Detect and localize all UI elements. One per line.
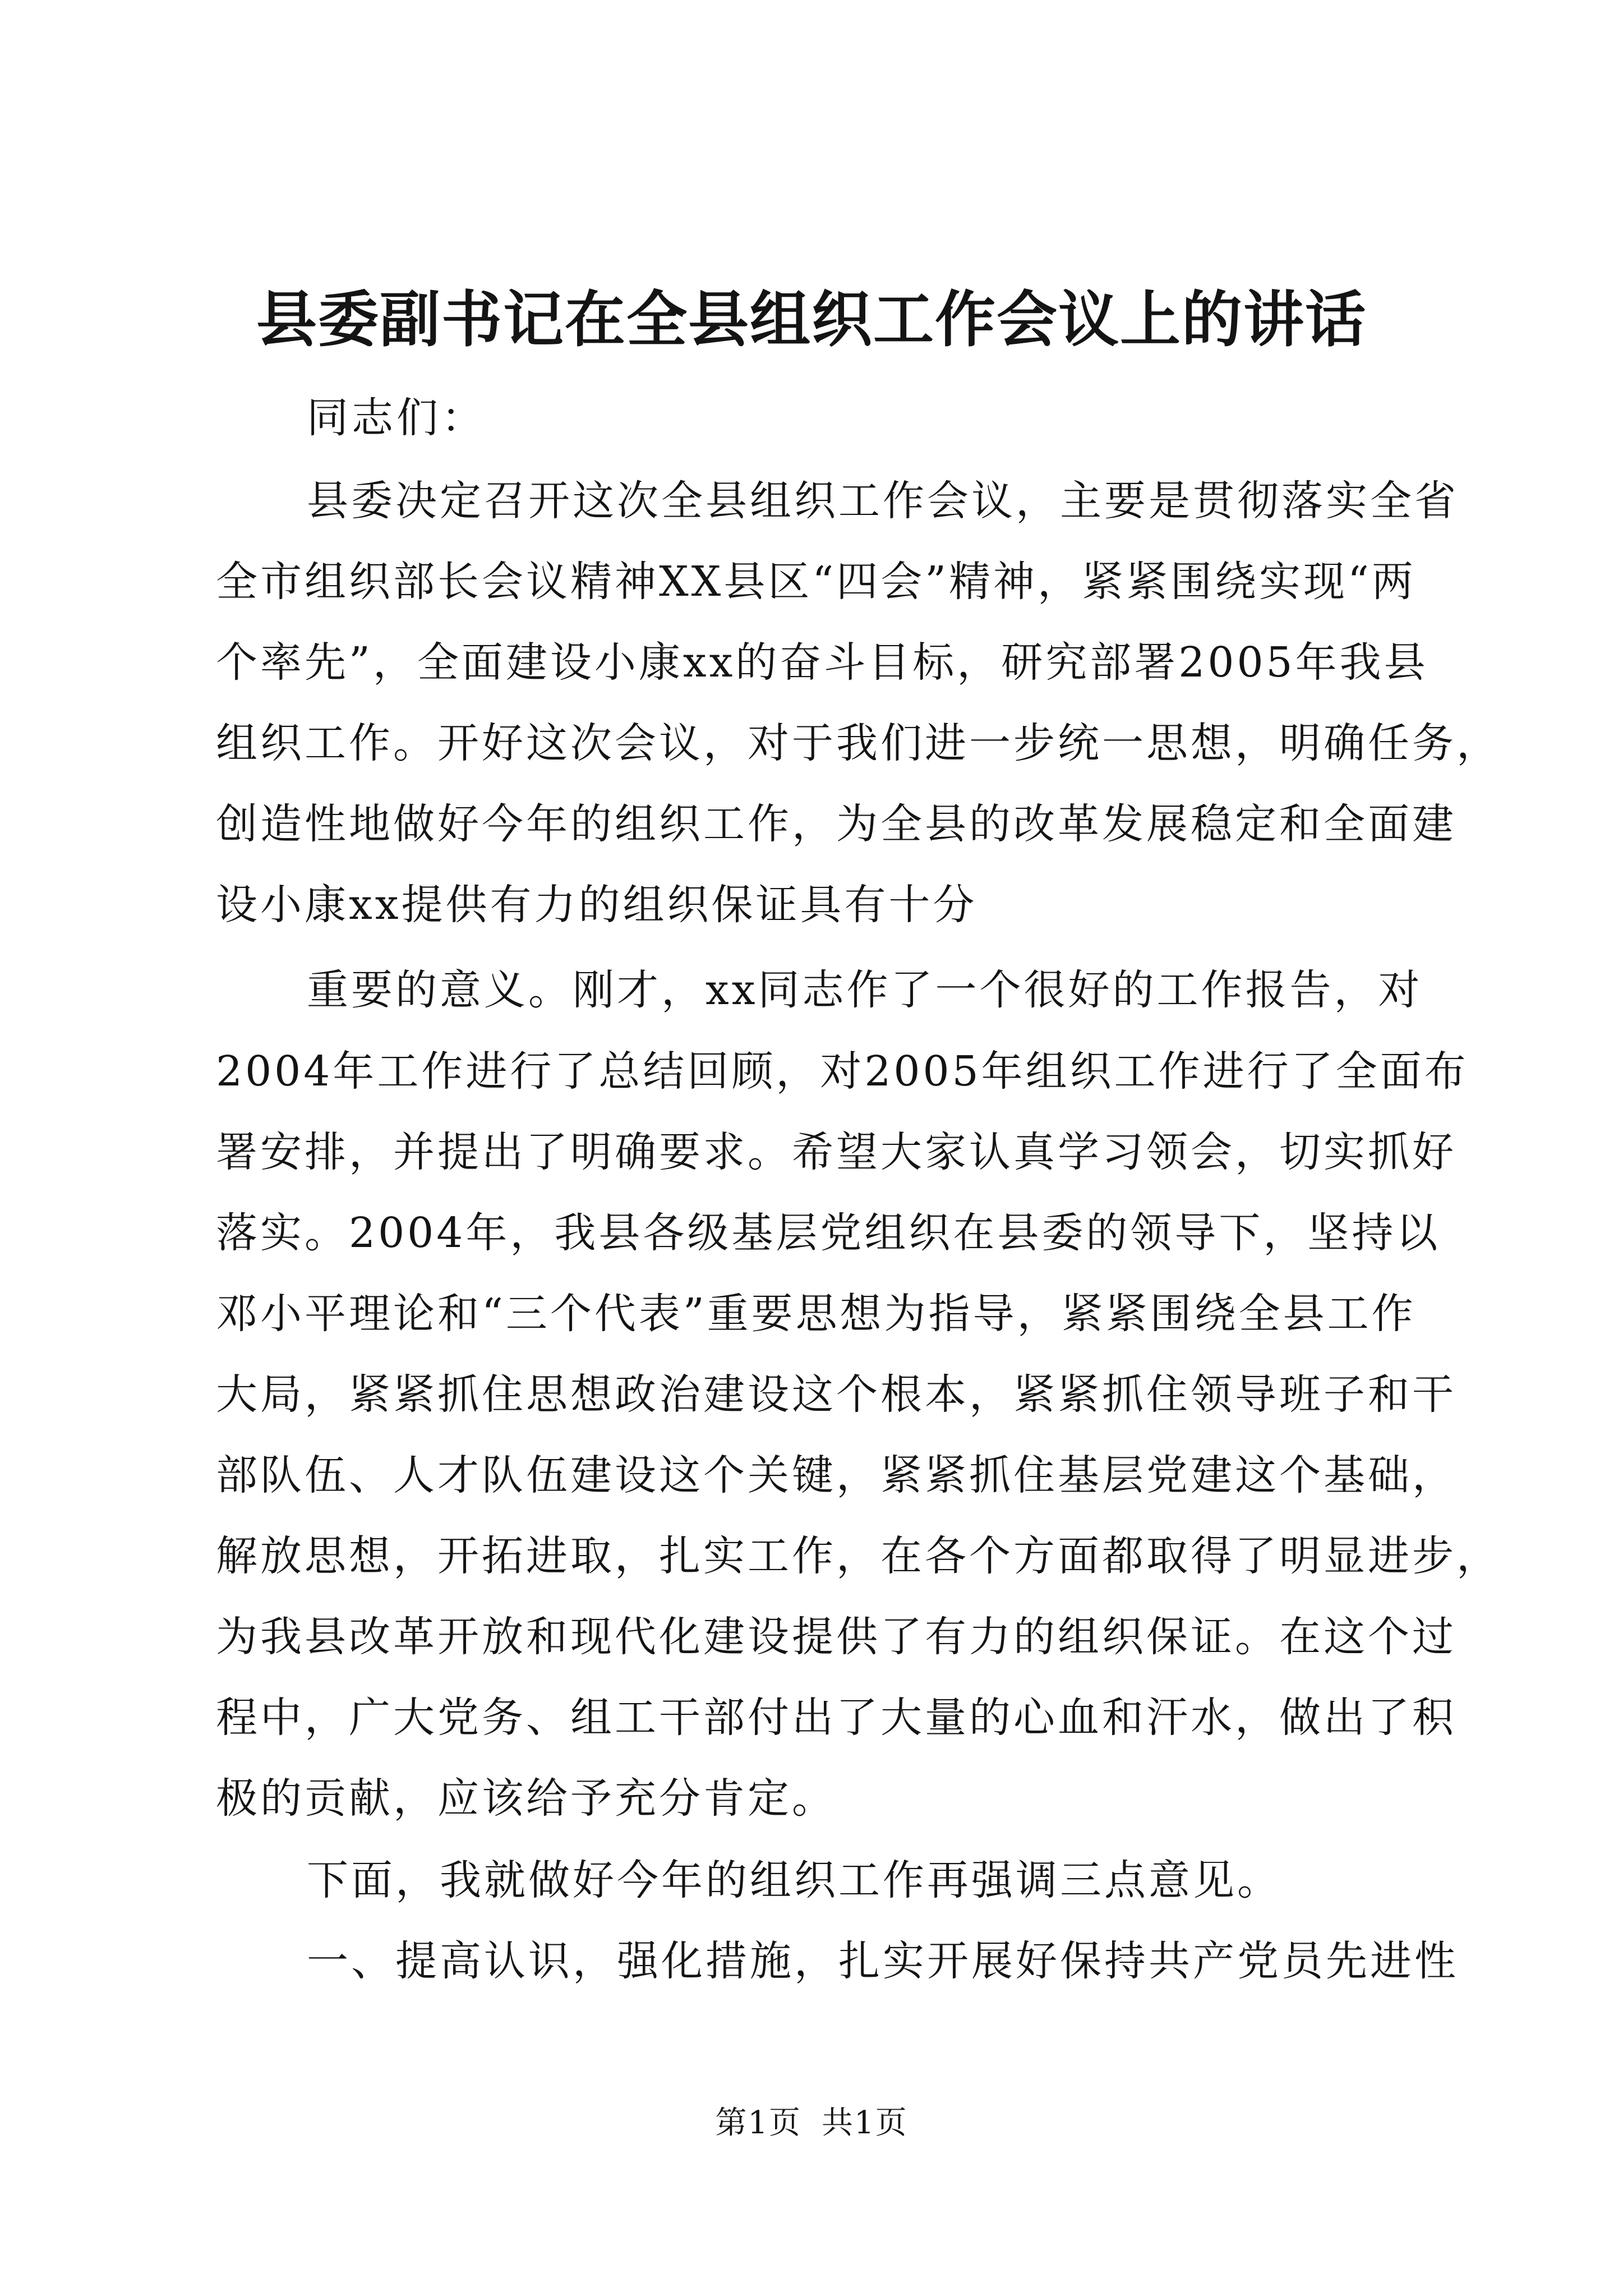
paragraph-line: 个率先”，全面建设小康xx的奋斗目标，研究部署2005年我县 [216,638,1428,687]
paragraph-line: 为我县改革开放和现代化建设提供了有力的组织保证。在这个过 [216,1613,1456,1661]
paragraph-line: 县委决定召开这次全县组织工作会议，主要是贯彻落实全省 [307,477,1459,525]
paragraph-line: 全市组织部长会议精神XX县区“四会”精神，紧紧围绕实现“两 [216,558,1416,606]
paragraph-line: 极的贡献，应该给予充分肯定。 [216,1774,836,1823]
paragraph-line: 设小康xx提供有力的组织保证具有十分 [216,881,978,929]
paragraph-line: 落实。2004年，我县各级基层党组织在县委的领导下，坚持以 [216,1209,1441,1257]
paragraph-line: 程中，广大党务、组工干部付出了大量的心血和汗水，做出了积 [216,1694,1456,1742]
paragraph-line: 部队伍、人才队伍建设这个关键，紧紧抓住基层党建这个基础， [216,1451,1456,1499]
paragraph-line: 创造性地做好今年的组织工作，为全县的改革发展稳定和全面建 [216,800,1456,848]
paragraph-line: 邓小平理论和“三个代表”重要思想为指导，紧紧围绕全县工作 [216,1290,1416,1338]
paragraph-line: 解放思想，开拓进取，扎实工作，在各个方面都取得了明显进步， [216,1532,1501,1580]
paragraph-line: 重要的意义。刚才，xx同志作了一个很好的工作报告，对 [307,966,1423,1014]
paragraph-line: 下面，我就做好今年的组织工作再强调三点意见。 [307,1856,1281,1904]
page-footer [0,2101,1623,2146]
page-number: 第1页 [715,2105,801,2141]
paragraph-line: 大局，紧紧抓住思想政治建设这个根本，紧紧抓住领导班子和干 [216,1370,1456,1419]
page-total: 共1页 [822,2105,908,2141]
document-title: 县委副书记在全县组织工作会议上的讲话 [256,284,1367,355]
paragraph-line: 组织工作。开好这次会议，对于我们进一步统一思想，明确任务， [216,719,1501,767]
paragraph-line: 署安排，并提出了明确要求。希望大家认真学习领会，切实抓好 [216,1128,1456,1176]
paragraph-line: 2004年工作进行了总结回顾，对2005年组织工作进行了全面布 [216,1047,1469,1096]
salutation: 同志们： [307,394,486,442]
paragraph-line: 一、提高认识，强化措施，扎实开展好保持共产党员先进性 [307,1937,1459,1985]
